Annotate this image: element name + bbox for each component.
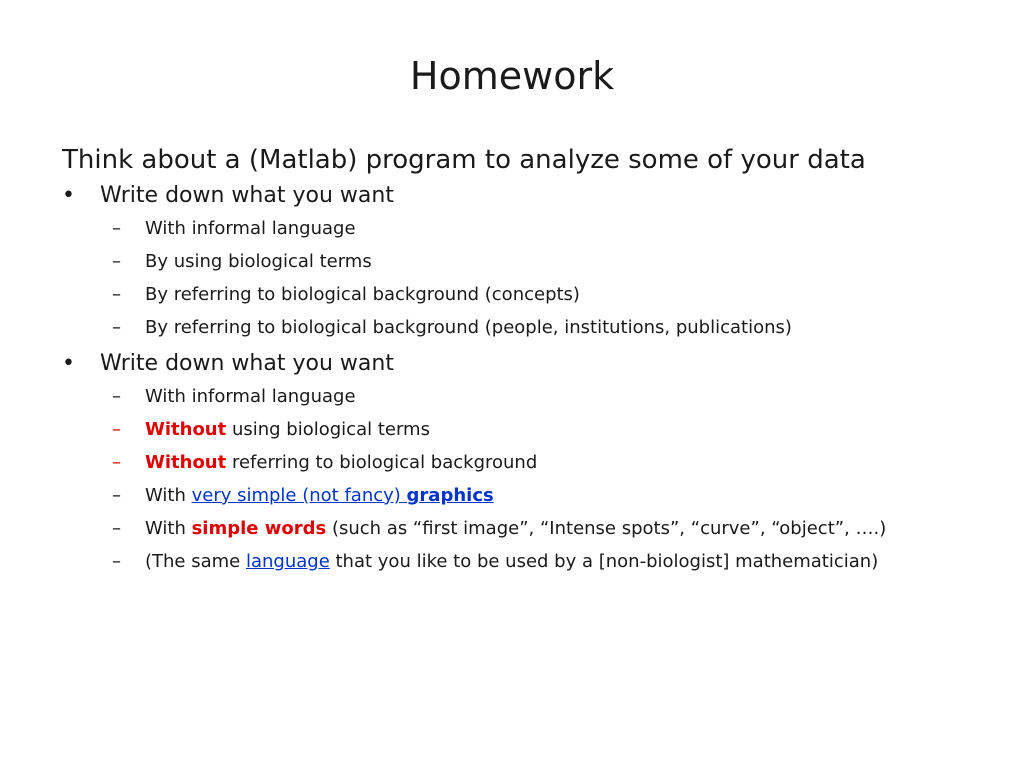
sub-item (62, 446, 1002, 479)
sub-item (62, 545, 1002, 578)
language-link[interactable]: language (245, 551, 330, 572)
slide-title: Homework (409, 54, 615, 98)
sub-item (62, 311, 1002, 344)
sub-item (62, 413, 1002, 446)
graphics-link-bold[interactable]: graphics (406, 485, 494, 506)
sub-item-text: referring to biological background (226, 452, 538, 473)
sub-item (62, 479, 1002, 512)
sub-item (62, 512, 1002, 545)
sub-item-text: With informal language (145, 218, 356, 239)
dash-icon: – (112, 452, 121, 473)
dash-icon: – (112, 251, 121, 272)
sub-item-text: using biological terms (226, 419, 430, 440)
sub-item-text: (such as “first image”, “Intense spots”, “curve”, “object”, ….) (326, 518, 887, 539)
emphasis-text: simple words (191, 518, 327, 539)
bullet-icon: • (62, 183, 75, 208)
emphasis-text: Without (145, 419, 227, 440)
dash-icon: – (112, 284, 121, 305)
sub-item (62, 245, 1002, 278)
sub-item-text: that you like to be used by a [non-biologist] mathematician) (329, 551, 879, 572)
sub-item-text: By referring to biological background (concepts) (145, 284, 580, 305)
dash-icon: – (112, 218, 121, 239)
sub-item-text: With informal language (145, 386, 356, 407)
dash-icon: – (112, 419, 121, 440)
sub-item (62, 380, 1002, 413)
dash-icon: – (112, 485, 121, 506)
dash-icon: – (112, 518, 121, 539)
sub-item-text: With (145, 485, 192, 506)
bullet-icon: • (62, 351, 75, 376)
bullet-item-1 (62, 180, 1002, 212)
slide-body (62, 140, 1002, 578)
graphics-link[interactable]: very simple (not fancy) (191, 485, 401, 506)
sub-item (62, 278, 1002, 311)
sub-item (62, 212, 1002, 245)
bullet-text: Write down what you want (100, 351, 394, 376)
emphasis-text: Without (145, 452, 227, 473)
dash-icon: – (112, 551, 121, 572)
sub-item-text: By referring to biological background (people, institutions, publications) (145, 317, 792, 338)
dash-icon: – (112, 386, 121, 407)
bullet-item-2 (62, 348, 1002, 380)
bullet-text: Write down what you want (100, 183, 394, 208)
sub-item-text: With (145, 518, 192, 539)
dash-icon: – (112, 317, 121, 338)
sub-item-text: (The same (145, 551, 246, 572)
lead-text: Think about a (Matlab) program to analyze some of your data (62, 145, 866, 175)
sub-item-text: By using biological terms (145, 251, 372, 272)
